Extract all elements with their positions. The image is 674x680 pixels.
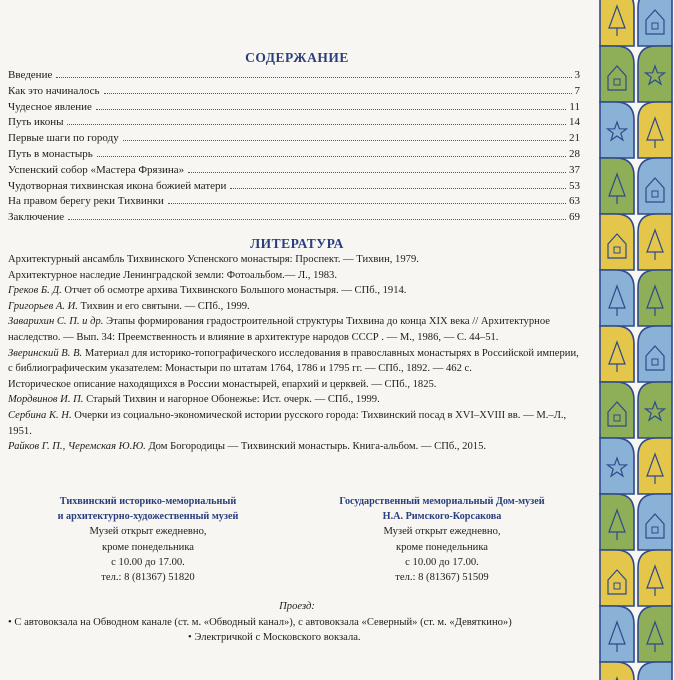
ornament-tile	[638, 606, 672, 662]
literature-author: Зверинский В. В.	[8, 347, 83, 359]
toc-entry	[8, 194, 580, 210]
ornament-tile	[638, 158, 672, 214]
literature-text: Этапы формирования градостроительной структуры Тихвина до конца XIX века // Архитектурное наследство. — Вып. 34: Преемственность и влияние в архитектуре народов СССР . — М., 1986, — С. 44–51.	[8, 316, 550, 343]
toc-entry-title: Путь в монастырь	[8, 147, 93, 160]
toc-entry-page: 63	[569, 195, 580, 208]
toc-entry-page: 53	[569, 179, 580, 192]
toc-leader-dots	[67, 124, 566, 125]
toc-heading: СОДЕРЖАНИЕ	[245, 50, 349, 65]
toc-entry-page: 69	[569, 211, 580, 224]
toc-entry-title: Чудесное явление	[8, 100, 92, 113]
toc-entry-title: Введение	[8, 69, 53, 81]
ornament-tile	[600, 382, 634, 438]
toc-entry-page: 3	[574, 69, 580, 81]
toc-leader-dots	[168, 203, 566, 204]
ornament-tile	[600, 438, 634, 494]
ornament-tile	[638, 46, 672, 102]
literature-entry	[8, 299, 582, 315]
literature-author: Райков Г. П., Черемская Ю.Ю.	[8, 441, 146, 453]
toc-leader-dots	[97, 156, 566, 157]
ornament-tile	[600, 270, 634, 326]
literature-entry	[8, 314, 582, 345]
toc-leader-dots	[56, 77, 571, 78]
museum-name: Н.А. Римского-Корсакова	[382, 511, 502, 523]
museum-except: кроме понедельника	[395, 541, 489, 553]
museum-name: Государственный мемориальный Дом-музей	[339, 496, 545, 507]
literature-text: Историческое описание находящихся в России монастырей, епархий и церквей. — СПб., 1825.	[8, 378, 437, 390]
toc-entry	[8, 68, 580, 84]
route-title: Проезд:	[279, 601, 315, 612]
ornament-tile	[638, 438, 672, 494]
literature-entry	[8, 392, 582, 408]
literature-author: Мордвинов И. П.	[8, 394, 84, 406]
ornament-tile	[600, 214, 634, 270]
museum-hours: с 10.00 до 17.00.	[111, 556, 185, 568]
ornament-tile	[600, 102, 634, 158]
literature-entry	[8, 439, 582, 455]
museum-rimsky-korsakov	[317, 494, 567, 585]
literature-list	[8, 252, 582, 455]
literature-entry	[8, 283, 582, 299]
ornament-tile	[638, 102, 672, 158]
toc-entry-title: Как это начиналось	[8, 84, 100, 97]
decorative-ornament-border	[598, 0, 674, 680]
literature-author: Сербина К. Н.	[8, 409, 72, 421]
ornament-tile	[600, 550, 634, 606]
table-of-contents	[8, 68, 580, 226]
museum-name: и архитектурно-художественный музей	[57, 511, 239, 523]
ornament-tile	[600, 606, 634, 662]
museum-open: Музей открыт ежедневно,	[383, 526, 501, 538]
toc-entry-page: 28	[569, 147, 580, 160]
literature-heading: ЛИТЕРАТУРА	[250, 236, 344, 251]
ornament-tile	[600, 494, 634, 550]
literature-text: Архитектурный ансамбль Тихвинского Успенского монастыря: Проспект. — Тихвин, 1979.	[8, 254, 419, 265]
ornament-tile	[638, 494, 672, 550]
toc-entry-page: 11	[569, 100, 580, 113]
literature-entry	[8, 268, 582, 284]
toc-entry	[8, 84, 580, 100]
toc-entry	[8, 163, 580, 179]
toc-leader-dots	[188, 172, 566, 173]
museum-hours: с 10.00 до 17.00.	[405, 556, 479, 568]
museum-phone: тел.: 8 (81367) 51820	[101, 572, 195, 584]
toc-leader-dots	[96, 109, 567, 110]
ornament-tile	[638, 550, 672, 606]
literature-author: Григорьев А. И.	[8, 300, 78, 312]
toc-entry-page: 7	[574, 84, 580, 97]
toc-leader-dots	[104, 93, 572, 94]
toc-leader-dots	[68, 219, 566, 220]
toc-entry-title: Успенский собор «Мастера Фрязина»	[8, 163, 185, 176]
route-bus: • С автовокзала на Обводном канале (ст. м. «Обводный канал»), с автовокзала «Северный» (ст. м. «Девяткино»)	[8, 616, 512, 628]
literature-author: Греков Б. Д.	[8, 285, 62, 297]
ornament-tile	[638, 382, 672, 438]
toc-entry-page: 14	[569, 116, 580, 129]
literature-text: Старый Тихвин и нагорное Обонежье: Ист. очерк. — СПб., 1999.	[83, 394, 380, 406]
museum-info	[0, 494, 594, 590]
literature-text: Отчет об осмотре архива Тихвинского Большого монастыря. — СПб., 1914.	[61, 285, 407, 297]
museum-name: Тихвинский историко-мемориальный	[59, 496, 237, 507]
ornament-tile	[638, 326, 672, 382]
literature-entry	[8, 252, 582, 268]
toc-entry-title: Чудотворная тихвинская икона божией матери	[8, 179, 227, 192]
literature-text: Архитектурное наследие Ленинградской земли: Фотоальбом.— Л., 1983.	[8, 269, 338, 281]
toc-entry-title: Первые шаги по городу	[8, 132, 119, 145]
ornament-tile	[638, 270, 672, 326]
toc-entry-title: Заключение	[8, 211, 65, 224]
toc-entry-page: 37	[569, 163, 580, 176]
toc-entry-title: Путь иконы	[8, 116, 64, 129]
toc-entry	[8, 100, 580, 116]
ornament-tile	[638, 662, 672, 680]
literature-entry	[8, 377, 582, 393]
museum-tikhvin	[23, 494, 273, 585]
route-train: • Электричкой с Московского вокзала.	[188, 632, 361, 644]
ornament-tile	[638, 214, 672, 270]
toc-entry	[8, 131, 580, 147]
literature-entry	[8, 346, 582, 377]
museum-phone: тел.: 8 (81367) 51509	[395, 572, 489, 584]
toc-leader-dots	[123, 140, 566, 141]
museum-open: Музей открыт ежедневно,	[89, 526, 207, 538]
ornament-tile	[600, 158, 634, 214]
literature-entry	[8, 408, 582, 439]
toc-entry-title: На правом берегу реки Тихвинки	[8, 195, 164, 208]
literature-text: Очерки из социально-экономической истории русского города: Тихвинский посад в XVI–XVIII вв. — М.–Л., 1951.	[8, 409, 567, 437]
toc-entry-page: 21	[569, 132, 580, 145]
museum-except: кроме понедельника	[101, 541, 195, 553]
toc-leader-dots	[230, 188, 566, 189]
toc-entry	[8, 115, 580, 131]
toc-entry	[8, 210, 580, 226]
toc-entry	[8, 147, 580, 163]
literature-text: Дом Богородицы — Тихвинский монастырь. Книга-альбом. — СПб., 2015.	[145, 441, 487, 453]
literature-author: Заварихин С. П. и др.	[8, 316, 104, 328]
route-info	[0, 599, 594, 646]
ornament-tile	[600, 46, 634, 102]
literature-text: Тихвин и его святыни. — СПб., 1999.	[77, 300, 250, 312]
ornament-tile	[600, 326, 634, 382]
toc-entry	[8, 179, 580, 195]
literature-text: Материал для историко-топографического исследования в православных монастырях в Российской империи, с библиографическим указателем: Монастыри по штатам 1764, 1786 и 1795 гг. — СПб., 1892. — 462 с.	[8, 347, 579, 375]
